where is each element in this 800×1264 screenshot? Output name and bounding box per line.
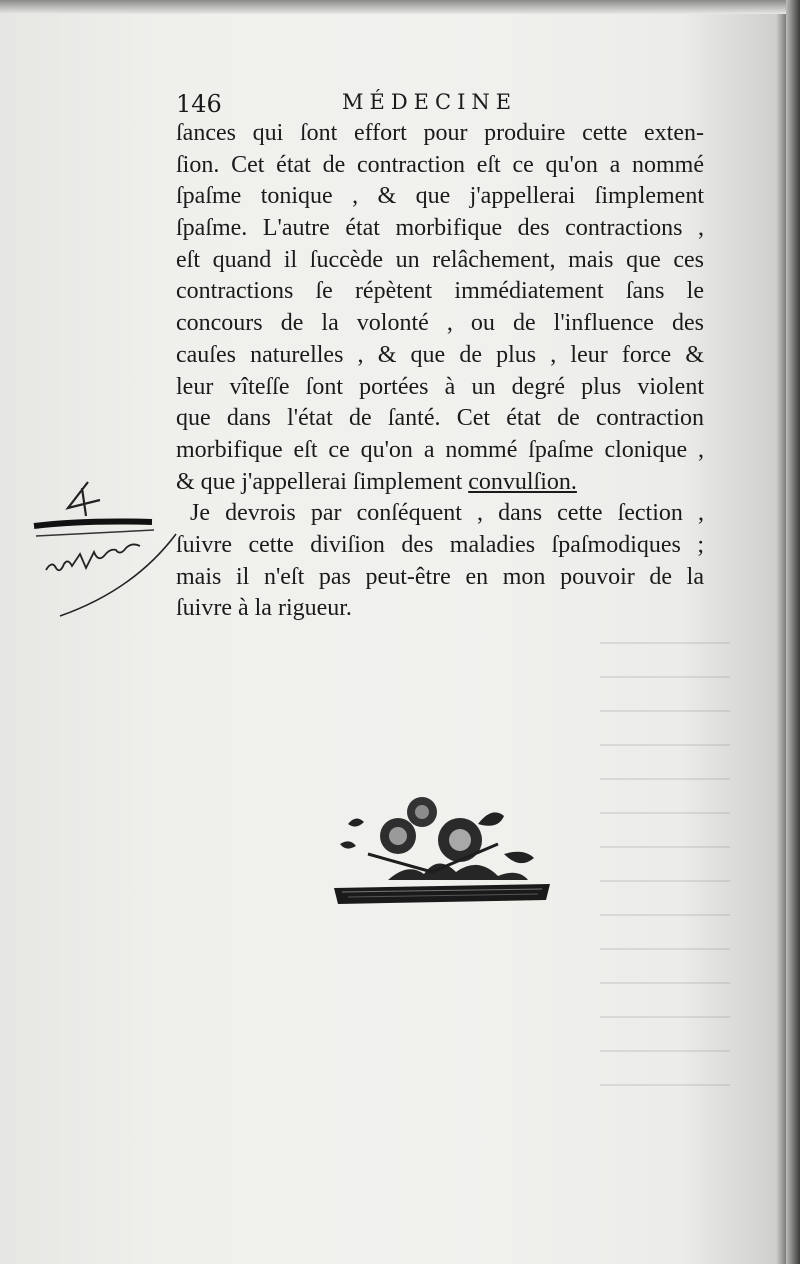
show-through-text	[600, 620, 730, 1100]
body-text	[176, 118, 704, 625]
text-line: ſpaſme tonique , & que j'appellerai ſimplement	[176, 183, 704, 210]
handwritten-marginalia	[24, 470, 184, 630]
floral-ornament	[328, 784, 556, 910]
text-line: ſuivre cette diviſion des maladies ſpaſmodiques ;	[176, 531, 704, 558]
page-number: 146	[176, 90, 222, 118]
text-line: ſuivre à la rigueur.	[176, 595, 352, 622]
text-line: morbifique eſt ce qu'on a nommé ſpaſme clonique ,	[176, 436, 704, 463]
text-line: ſion. Cet état de contraction eſt ce qu'on a nommé	[176, 151, 704, 178]
underlined-term: convulſion.	[468, 468, 577, 495]
text-line	[176, 467, 704, 499]
text-line: Je devrois par conſéquent , dans cette ſection ,	[190, 500, 704, 527]
text-line: ſances qui ſont effort pour produire cette exten-	[176, 120, 704, 146]
text-line-start: & que j'appellerai ſimplement	[176, 468, 463, 495]
page-top-shadow	[0, 0, 800, 14]
text-line: cauſes naturelles , & que de plus , leur force &	[176, 341, 704, 368]
text-line: mais il n'eſt pas peut-être en mon pouvoir de la	[176, 563, 704, 590]
text-line: eſt quand il ſuccède un relâchement, mais que ces	[176, 246, 704, 273]
text-line: que dans l'état de ſanté. Cet état de contraction	[176, 405, 704, 432]
text-line: concours de la volonté , ou de l'influence des	[176, 310, 704, 337]
text-line: contractions ſe répètent immédiatement ſans le	[176, 278, 704, 305]
page-binding-edge	[786, 0, 800, 1264]
text-line: ſpaſme. L'autre état morbifique des contractions ,	[176, 215, 704, 242]
text-line: leur vîteſſe ſont portées à un degré plus violent	[176, 373, 704, 400]
running-head: MÉDECINE	[342, 90, 518, 114]
